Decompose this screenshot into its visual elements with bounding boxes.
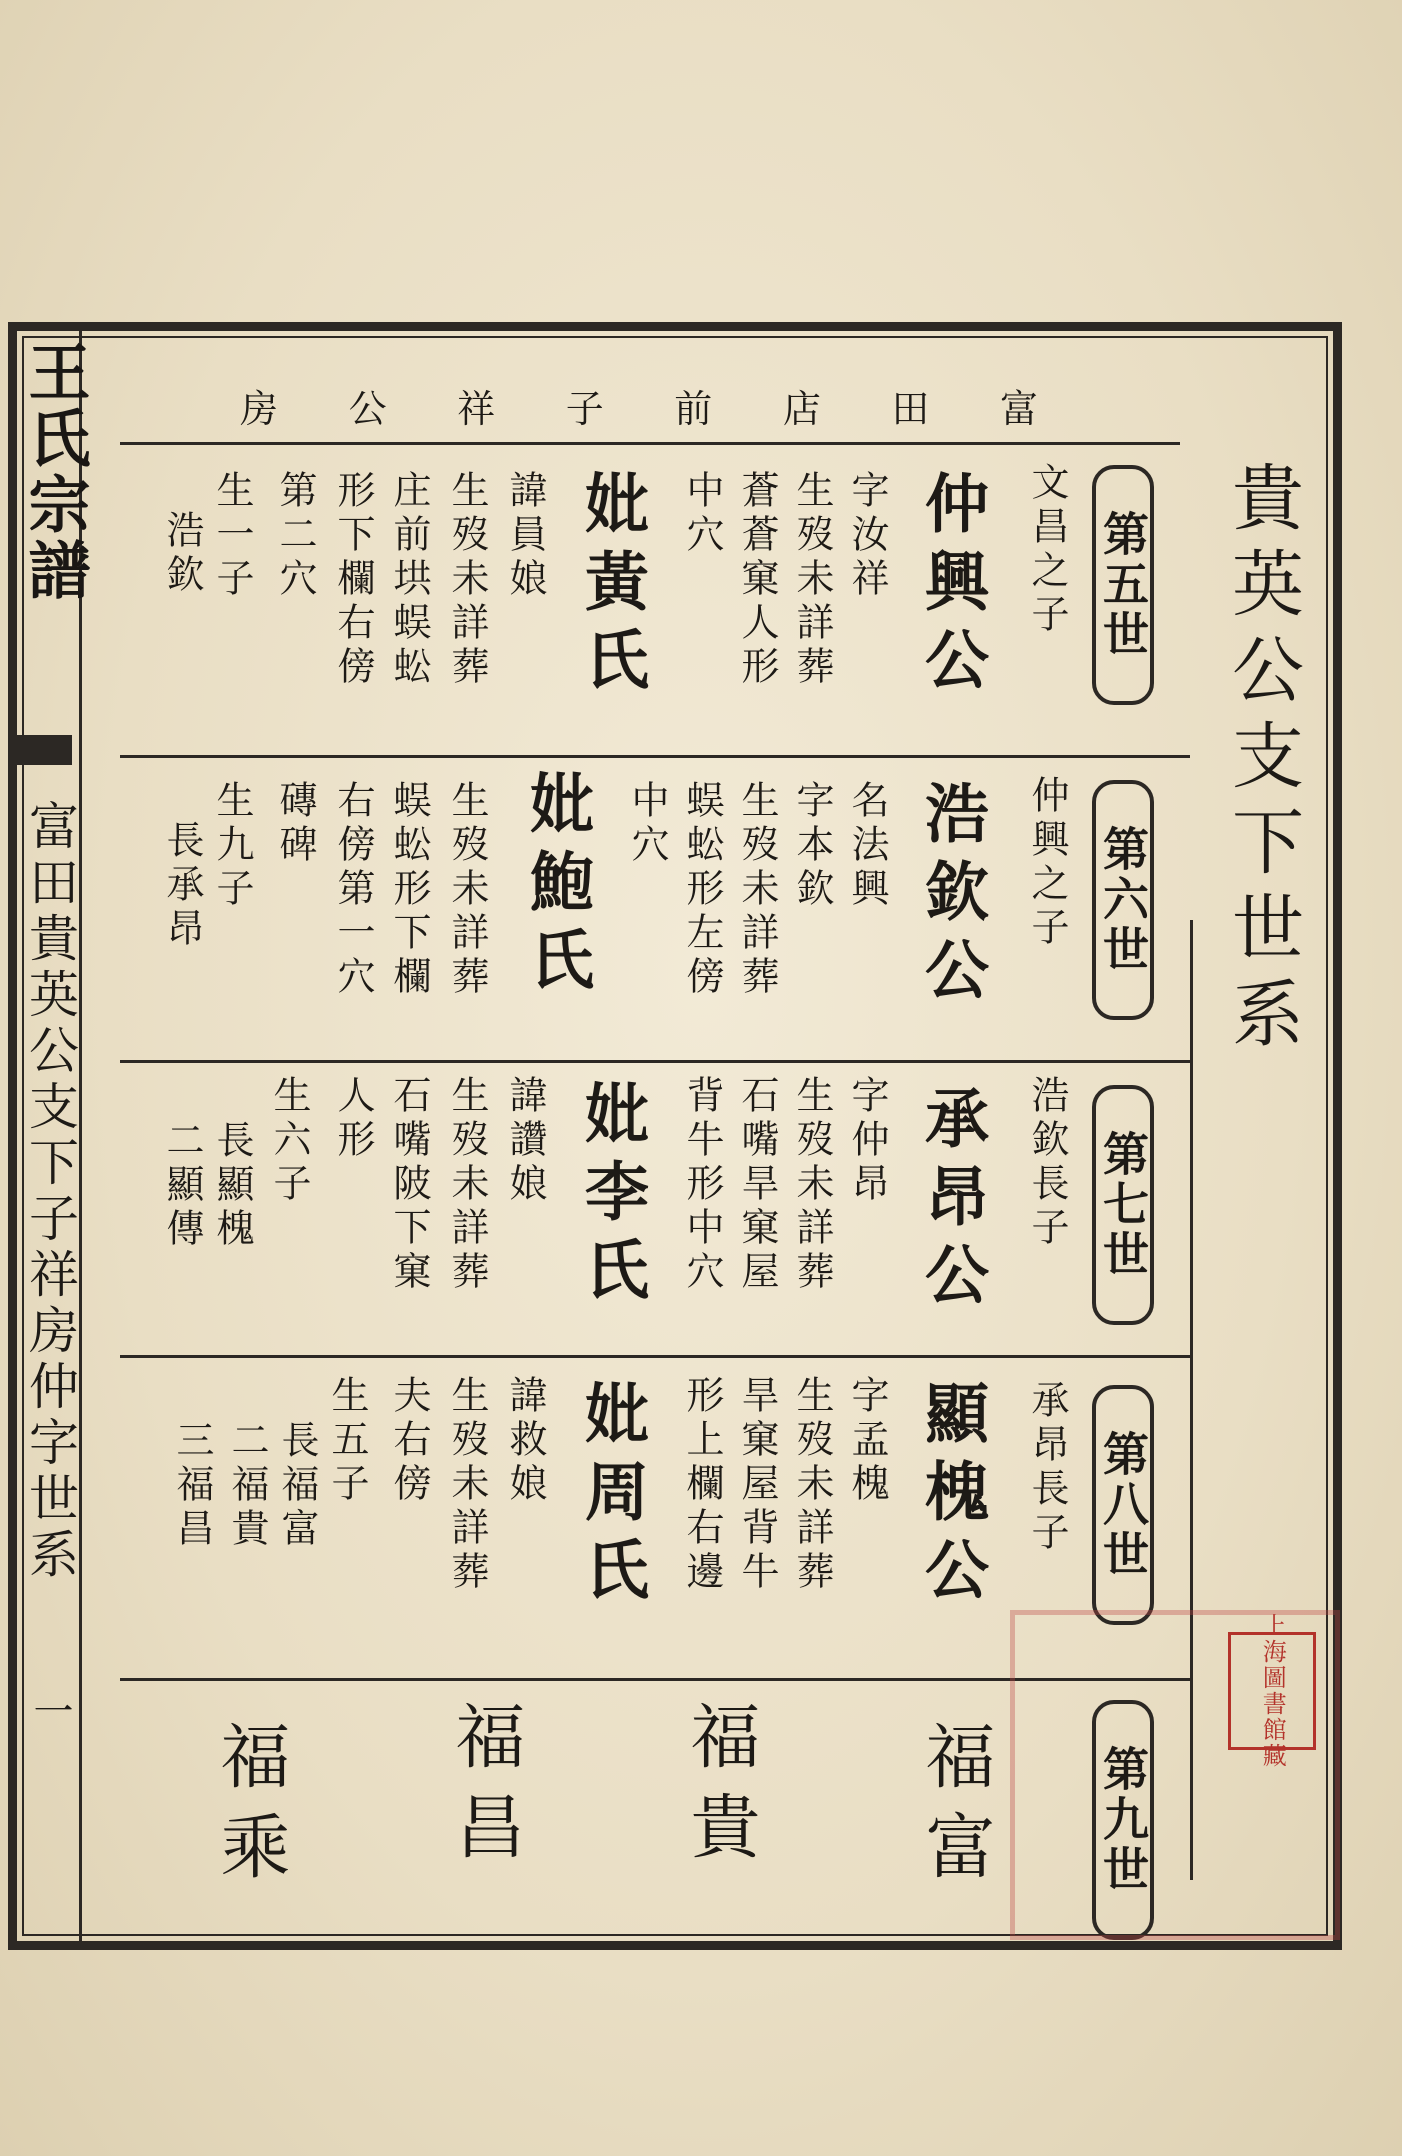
wife-note: 生歿未詳葬	[445, 470, 489, 690]
given-name: 名法興	[845, 780, 889, 912]
children-list: 長承昂	[160, 820, 204, 952]
courtesy-name: 字孟槐	[845, 1375, 889, 1507]
header-char: 房	[240, 387, 281, 431]
children-count: 生六子	[267, 1075, 311, 1207]
burial-note: 生歿未詳葬	[790, 1375, 834, 1595]
generation-badge: 第五世	[1092, 465, 1154, 705]
courtesy-name: 字本欽	[790, 780, 834, 912]
header-char: 前	[674, 387, 715, 431]
children-list: 三福昌	[170, 1420, 214, 1552]
main-title: 貴英公支下世系	[1220, 460, 1304, 1062]
person-name: 福昌	[444, 1700, 526, 1880]
wife-name: 妣李氏	[574, 1080, 649, 1314]
wife-name: 妣鮑氏	[519, 770, 594, 1004]
wife-note: 夫右傍	[387, 1375, 431, 1507]
wife-note: 第二穴	[273, 470, 317, 602]
burial-note: 旱窠屋背牛	[735, 1375, 779, 1595]
parent-note: 仲興之子	[1025, 775, 1069, 951]
wife-note: 石嘴陂下窠	[387, 1075, 431, 1295]
library-seal: 上海圖書館藏	[1228, 1632, 1316, 1750]
generation-badge: 第九世	[1092, 1700, 1154, 1940]
burial-note: 蜈蚣形左傍	[680, 780, 724, 1000]
wife-note: 諱讚娘	[503, 1075, 547, 1207]
wife-note: 生歿未詳葬	[445, 1375, 489, 1595]
burial-note: 形上欄右邊	[680, 1375, 724, 1595]
header-char: 子	[565, 387, 606, 431]
header-char: 公	[348, 387, 389, 431]
children-list: 長顯槐	[210, 1120, 254, 1252]
wife-name: 妣黃氏	[574, 470, 649, 704]
children-count: 生五子	[325, 1375, 369, 1507]
header-char: 店	[782, 387, 823, 431]
row-rule	[120, 1060, 1190, 1063]
burial-note: 生歿未詳葬	[790, 1075, 834, 1295]
children-list: 二福貴	[225, 1420, 269, 1552]
row-rule	[120, 755, 1190, 758]
spine-band	[12, 735, 72, 765]
burial-note: 中穴	[680, 470, 724, 558]
person-name: 福乘	[209, 1720, 291, 1900]
spine-subtitle: 富田貴英公支下子祥房仲字世系	[21, 800, 79, 1584]
wife-name: 妣周氏	[574, 1380, 649, 1614]
children-list: 二顯傳	[160, 1120, 204, 1252]
person-name: 承昂公	[914, 1085, 989, 1319]
generation-badge: 第六世	[1092, 780, 1154, 1020]
burial-note: 生歿未詳葬	[790, 470, 834, 690]
courtesy-name: 字汝祥	[845, 470, 889, 602]
header-char: 祥	[457, 387, 498, 431]
header-char: 富	[999, 387, 1040, 431]
children-count: 生九子	[210, 780, 254, 912]
burial-note: 石嘴旱窠屋	[735, 1075, 779, 1295]
wife-note: 右傍第一穴	[331, 780, 375, 1000]
person-name: 福貴	[679, 1700, 761, 1880]
header-rule	[120, 442, 1180, 445]
person-name: 福富	[914, 1720, 996, 1900]
header-char: 田	[891, 387, 932, 431]
wife-note: 庄前垬蜈蚣	[387, 470, 431, 690]
person-name: 仲興公	[914, 470, 989, 704]
children-list: 長福富	[275, 1420, 319, 1552]
wife-note: 諱員娘	[503, 470, 547, 602]
burial-note: 背牛形中穴	[680, 1075, 724, 1295]
wife-note: 人形	[331, 1075, 375, 1163]
wife-note: 諱救娘	[503, 1375, 547, 1507]
burial-note: 中穴	[625, 780, 669, 868]
wife-note: 生歿未詳葬	[445, 1075, 489, 1295]
parent-note: 承昂長子	[1025, 1380, 1069, 1556]
page-number: 一	[27, 1690, 73, 1730]
courtesy-name: 字仲昂	[845, 1075, 889, 1207]
wife-note: 形下欄右傍	[331, 470, 375, 690]
generation-badge: 第七世	[1092, 1085, 1154, 1325]
wife-note: 生歿未詳葬	[445, 780, 489, 1000]
children-list: 浩欽	[160, 510, 204, 598]
person-name: 浩欽公	[914, 780, 989, 1014]
burial-note: 生歿未詳葬	[735, 780, 779, 1000]
children-count: 生一子	[210, 470, 254, 602]
parent-note: 文昌之子	[1025, 462, 1069, 638]
row-rule	[120, 1355, 1190, 1358]
wife-note: 蜈蚣形下欄	[387, 780, 431, 1000]
parent-note: 浩欽長子	[1025, 1075, 1069, 1251]
header-title	[240, 378, 1040, 433]
person-name: 顯槐公	[914, 1380, 989, 1614]
generation-badge: 第八世	[1092, 1385, 1154, 1625]
burial-note: 蒼蒼窠人形	[735, 470, 779, 690]
spine-title: 王氏宗譜	[18, 340, 91, 604]
wife-note: 磚碑	[273, 780, 317, 868]
